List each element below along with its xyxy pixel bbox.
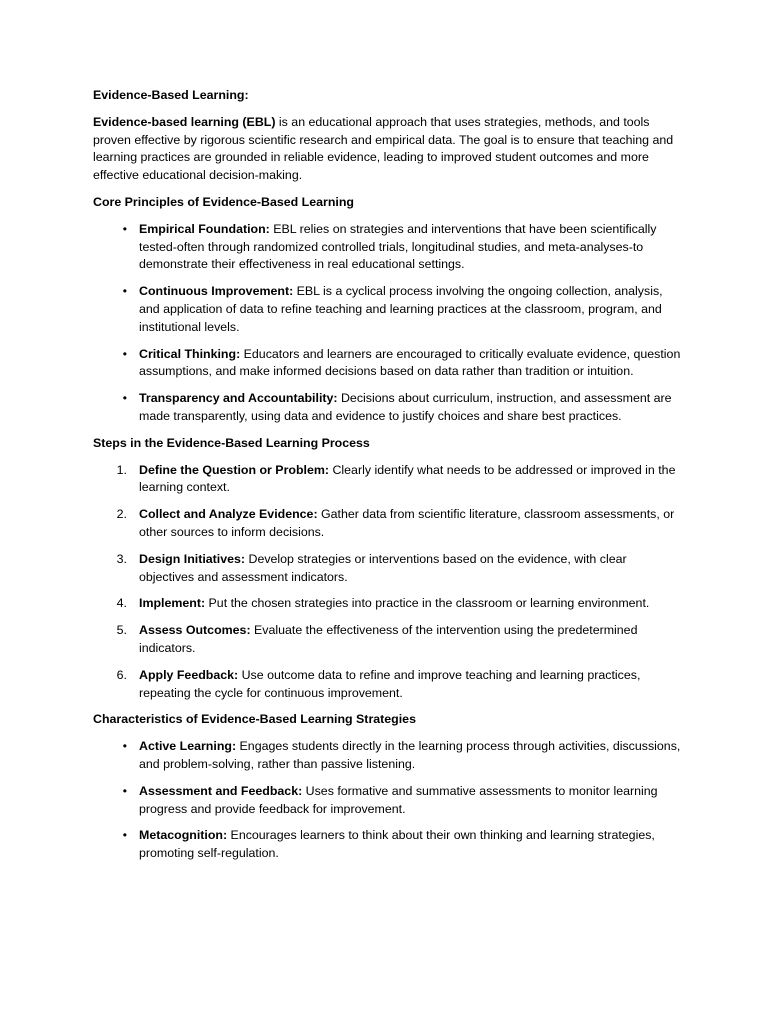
list-item-text: Develop strategies or interventions based on the evidence, with clear objectives and assessment indicators. <box>139 551 627 584</box>
list-item-term: Assessment and Feedback: <box>139 783 303 798</box>
list-item-text: EBL relies on strategies and interventions that have been scientifically tested-often through randomized controlled trials, longitudinal studies, and meta-analyses-to demonstrate their effectiveness in real educational settings. <box>139 221 657 272</box>
list-item-term: Apply Feedback: <box>139 667 239 682</box>
bullet-marker: • <box>122 221 127 236</box>
bullet-marker: • <box>122 391 127 406</box>
document-body <box>93 87 685 872</box>
list-item <box>93 783 685 819</box>
section-heading-characteristics: Characteristics of Evidence-Based Learning Strategies <box>93 712 416 727</box>
list-item-text: Decisions about curriculum, instruction, and assessment are made transparently, using data and evidence to justify choices and share best practices. <box>139 391 672 423</box>
list-item-term: Define the Question or Problem: <box>139 462 330 477</box>
bullet-marker: • <box>122 828 127 843</box>
intro-paragraph <box>93 114 685 185</box>
bullet-marker: • <box>122 346 127 361</box>
intro-lead-term: Evidence-based learning (EBL) <box>93 114 276 129</box>
characteristics-list <box>93 738 685 863</box>
number-marker: 6. <box>116 667 127 682</box>
list-item <box>93 551 685 587</box>
core-principles-list <box>93 221 685 426</box>
list-item <box>93 622 685 658</box>
list-item <box>93 346 685 382</box>
list-item-term: Design Initiatives: <box>139 551 246 566</box>
list-item <box>93 221 685 274</box>
bullet-marker: • <box>122 739 127 754</box>
number-marker: 1. <box>116 462 127 477</box>
list-item-text: Put the chosen strategies into practice in the classroom or learning environment. <box>205 596 650 611</box>
list-item <box>93 667 685 703</box>
section-heading-steps: Steps in the Evidence-Based Learning Process <box>93 435 370 450</box>
list-item-term: Empirical Foundation: <box>139 221 270 236</box>
number-marker: 2. <box>116 507 127 522</box>
list-item-text: Engages students directly in the learning process through activities, discussions, and problem-solving, rather than passive listening. <box>139 739 681 771</box>
number-marker: 4. <box>116 596 127 611</box>
list-item-term: Transparency and Accountability: <box>139 391 338 406</box>
steps-list <box>93 462 685 703</box>
list-item-text: Clearly identify what needs to be addressed or improved in the learning context. <box>139 462 676 495</box>
list-item <box>93 462 685 498</box>
list-item <box>93 595 685 613</box>
list-item-text: Gather data from scientific literature, classroom assessments, or other sources to inform decisions. <box>139 507 675 539</box>
list-item-term: Critical Thinking: <box>139 346 241 361</box>
section-heading-core-principles: Core Principles of Evidence-Based Learning <box>93 194 354 209</box>
bullet-marker: • <box>122 783 127 798</box>
list-item-term: Active Learning: <box>139 739 237 754</box>
intro-text: is an educational approach that uses strategies, methods, and tools proven effective by rigorous scientific research and empirical data. The goal is to ensure that teaching and learning practices are grounded in reliable evidence, leading to improved student outcomes and more effective educational decision-making. <box>93 114 674 183</box>
list-item <box>93 390 685 426</box>
list-item-term: Collect and Analyze Evidence: <box>139 507 318 522</box>
list-item-text: Use outcome data to refine and improve teaching and learning practices, repeating the cycle for continuous improvement. <box>139 667 641 700</box>
number-marker: 3. <box>116 551 127 566</box>
list-item <box>93 283 685 336</box>
list-item-text: Uses formative and summative assessments to monitor learning progress and provide feedback for improvement. <box>139 783 658 816</box>
list-item <box>93 506 685 542</box>
list-item-text: EBL is a cyclical process involving the ongoing collection, analysis, and application of data to refine teaching and learning practices at the classroom, program, and institutional levels. <box>139 284 663 334</box>
list-item-text: Encourages learners to think about their own thinking and learning strategies, promoting self-regulation. <box>139 828 655 861</box>
bullet-marker: • <box>122 284 127 299</box>
list-item-term: Implement: <box>139 596 206 611</box>
list-item-text: Educators and learners are encouraged to critically evaluate evidence, question assumptions, and make informed decisions based on data rather than tradition or intuition. <box>139 346 681 379</box>
number-marker: 5. <box>116 623 127 638</box>
list-item-term: Assess Outcomes: <box>139 623 251 638</box>
list-item <box>93 827 685 863</box>
list-item-text: Evaluate the effectiveness of the intervention using the predetermined indicators. <box>139 623 638 655</box>
list-item-term: Continuous Improvement: <box>139 284 294 299</box>
list-item-term: Metacognition: <box>139 828 228 843</box>
list-item <box>93 738 685 774</box>
document-title: Evidence-Based Learning: <box>93 88 249 102</box>
